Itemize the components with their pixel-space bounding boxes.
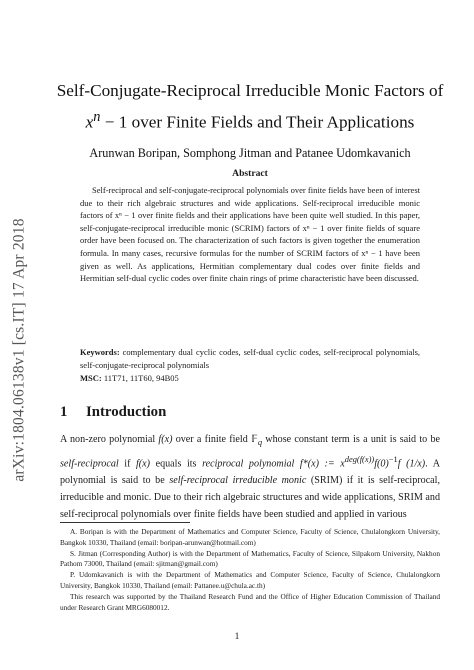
footnote-udomkavanich: P. Udomkavanich is with the Department of Mathematics and Computer Science, Faculty of Science, Chulalongkorn University, Bangkok 10330, Thailand (email: Pattanee.u@chula.ac.th) — [60, 570, 440, 590]
keywords-text: complementary dual cyclic codes, self-dual cyclic codes, self-reciprocal polynomials, self-conjugate-reciprocal polynomials — [80, 347, 421, 370]
footnotes — [60, 527, 440, 614]
math-reciprocal-formula: f*(x) := x — [294, 458, 345, 470]
title-math-x: x — [85, 112, 94, 132]
math-q: q — [257, 438, 263, 448]
paper-title — [56, 78, 444, 136]
term-self-reciprocal: self-reciprocal — [60, 458, 119, 470]
section-heading-introduction — [60, 404, 166, 421]
author-list: Arunwan Boripan, Somphong Jitman and Patanee Udomkavanich — [89, 146, 411, 160]
math-f-one-over-x: f (1/x) — [397, 458, 426, 470]
math-degree-exponent: deg(f(x)) — [344, 454, 375, 464]
math-fx: f(x) — [158, 434, 173, 445]
body-text-run: (SRIM) if it is self-reciprocal, irreducible and monic. Due to their rich algebraic structures and wide applications, SRIM and self-reciprocal polynomials over finite fields have been studied and applied in various — [60, 474, 440, 520]
page-number: 1 — [234, 632, 240, 642]
keywords — [80, 346, 420, 371]
abstract-body — [80, 184, 420, 285]
title-line-2-rest: − 1 over Finite Fields and Their Applications — [100, 112, 415, 132]
footnote-rule — [60, 522, 190, 523]
body-text-run: over a finite field — [172, 434, 252, 445]
section-title: Introduction — [86, 404, 167, 420]
body-text-run: A non-zero polynomial — [60, 434, 159, 445]
body-text-run: equals its — [150, 458, 203, 470]
msc-classification — [80, 373, 420, 383]
math-f0: f(0) — [374, 458, 389, 470]
math-fx: f(x) — [136, 458, 151, 470]
body-text-run: whose constant term is a unit is said to be — [262, 434, 440, 445]
title-line-1: Self-Conjugate-Reciprocal Irreducible Monic Factors of — [56, 81, 444, 100]
introduction-body — [60, 432, 440, 523]
footnote-jitman: S. Jitman (Corresponding Author) is with the Department of Mathematics, Faculty of Science, Silpakorn University, Nakhon Pathom 73000, Thailand (email: sjitman@gmail.com) — [60, 548, 440, 569]
footnote-funding: This research was supported by the Thailand Research Fund and the Office of Higher Education Commission of Thailand under Research Grant MRG6080012. — [60, 592, 440, 612]
msc-codes: 11T71, 11T60, 94B05 — [103, 373, 179, 383]
body-text-run: if — [118, 458, 136, 470]
footnote-boripan: A. Boripan is with the Department of Mathematics and Computer Science, Faculty of Science, Chulalongkorn University, Bangkok 10330, Thailand (email: boripan-arunwan@hotmail.com) — [60, 527, 440, 547]
body-text-run: . A polynomial is said to be — [60, 458, 440, 486]
abstract-paragraph: Self-reciprocal and self-conjugate-reciprocal polynomials over finite fields have been of interest due to their rich algebraic structures and wide applications. Self-reciprocal irreducible monic factors of xⁿ − 1 over finite fields and their applications have been quite well studied. In this paper, self-conjugate-reciprocal irreducible monic (SCRIM) factors of xⁿ − 1 over finite fields of square order have been focused on. The characterization of such factors is given together the enumeration formula. In many cases, recursive formulas for the number of SCRIM factors of xⁿ − 1 have been given as well. As applications, Hermitian complementary dual codes over finite fields and Hermitian self-dual cyclic codes over finite chain rings of prime characteristic have been discussed. — [80, 185, 420, 284]
abstract-heading: Abstract — [232, 168, 268, 179]
term-reciprocal-polynomial: reciprocal polynomial — [202, 458, 295, 470]
arxiv-identifier-text: arXiv:1804.06138v1 [cs.IT] 17 Apr 2018 — [11, 218, 28, 482]
math-inverse-exponent: −1 — [388, 454, 398, 464]
arxiv-identifier-stamp — [8, 200, 32, 500]
msc-label: MSC: — [80, 373, 102, 383]
math-finite-field: 𝔽 — [251, 434, 258, 445]
introduction-paragraph — [60, 432, 440, 523]
section-number: 1 — [60, 404, 68, 420]
title-line-2 — [56, 104, 444, 136]
title-math-n: n — [93, 109, 101, 125]
keywords-label: Keywords: — [80, 347, 120, 357]
term-srim: self-reciprocal irreducible monic — [169, 474, 307, 486]
